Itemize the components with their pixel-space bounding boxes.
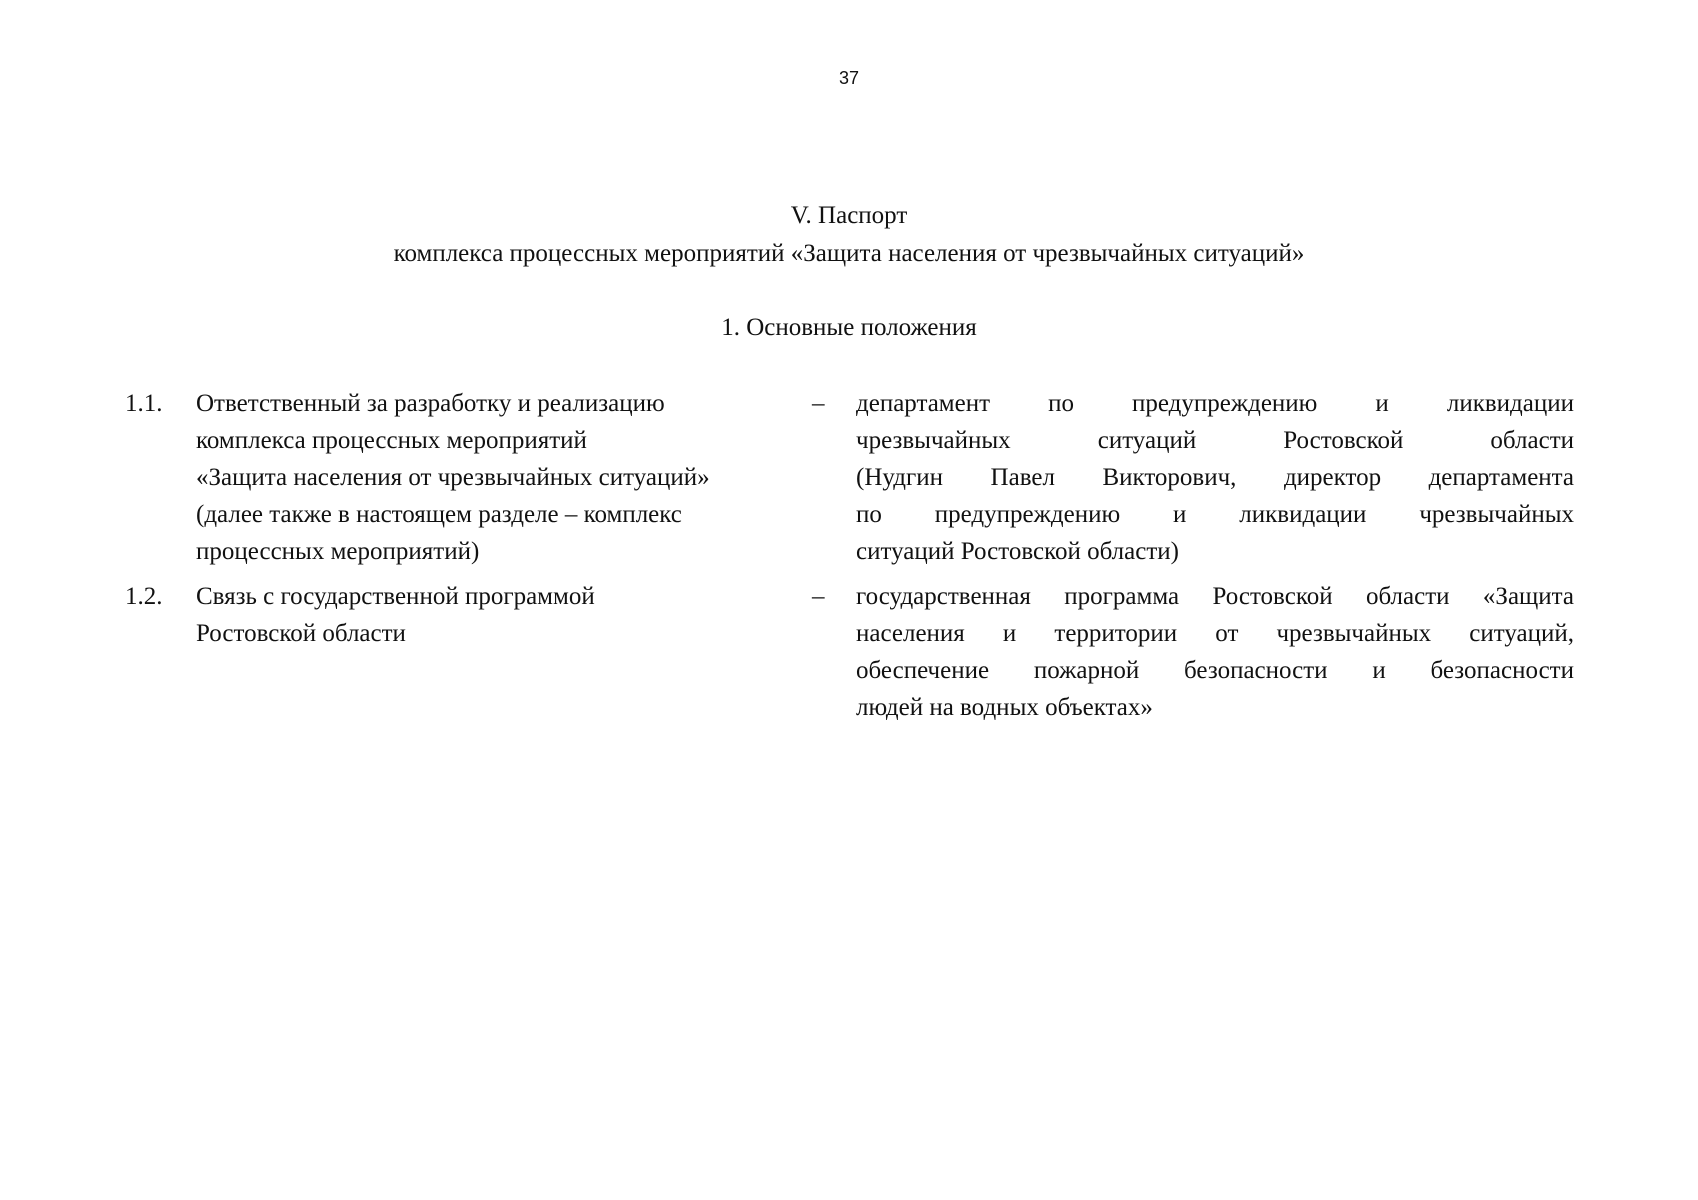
item-label [196,578,796,652]
item-label-line: Ответственный за разработку и реализацию [196,390,665,417]
item-label [196,385,796,570]
title-line-2: комплекса процессных мероприятий «Защита населения от чрезвычайных ситуаций» [393,240,1305,267]
item-value [856,578,1574,726]
item-value-line: населения и территории от чрезвычайных ситуаций, [856,620,1574,647]
item-label-line: комплекса процессных мероприятий [196,427,587,454]
item-label-line: процессных мероприятий) [196,538,480,565]
item-value-line: чрезвычайных ситуаций Ростовской области [856,427,1574,454]
item-number: 1.2. [125,583,163,610]
provision-item-1-1 [0,385,1698,570]
document-title [0,197,1698,273]
item-value-line: людей на водных объектах» [856,694,1153,721]
item-value-line: ситуаций Ростовской области) [856,538,1179,565]
item-dash: – [812,583,825,610]
provision-item-1-2 [0,578,1698,726]
item-number: 1.1. [125,390,163,417]
page-number: 37 [838,68,860,88]
item-dash: – [812,390,825,417]
provisions-list [0,385,1698,734]
item-value-line: по предупреждению и ликвидации чрезвычайных [856,501,1574,528]
item-label-line: «Защита населения от чрезвычайных ситуаций» [196,464,710,491]
item-label-line: Ростовской области [196,620,406,647]
item-value-line: государственная программа Ростовской области «Защита [856,583,1574,610]
section-heading: 1. Основные положения [721,314,977,341]
title-line-1: V. Паспорт [790,202,908,229]
item-value [856,385,1574,570]
item-label-line: (далее также в настоящем разделе – комплекс [196,501,682,528]
item-label-line: Связь с государственной программой [196,583,595,610]
item-value-line: (Нудгин Павел Викторович, директор департамента [856,464,1574,491]
item-value-line: департамент по предупреждению и ликвидации [856,390,1574,417]
item-value-line: обеспечение пожарной безопасности и безопасности [856,657,1574,684]
